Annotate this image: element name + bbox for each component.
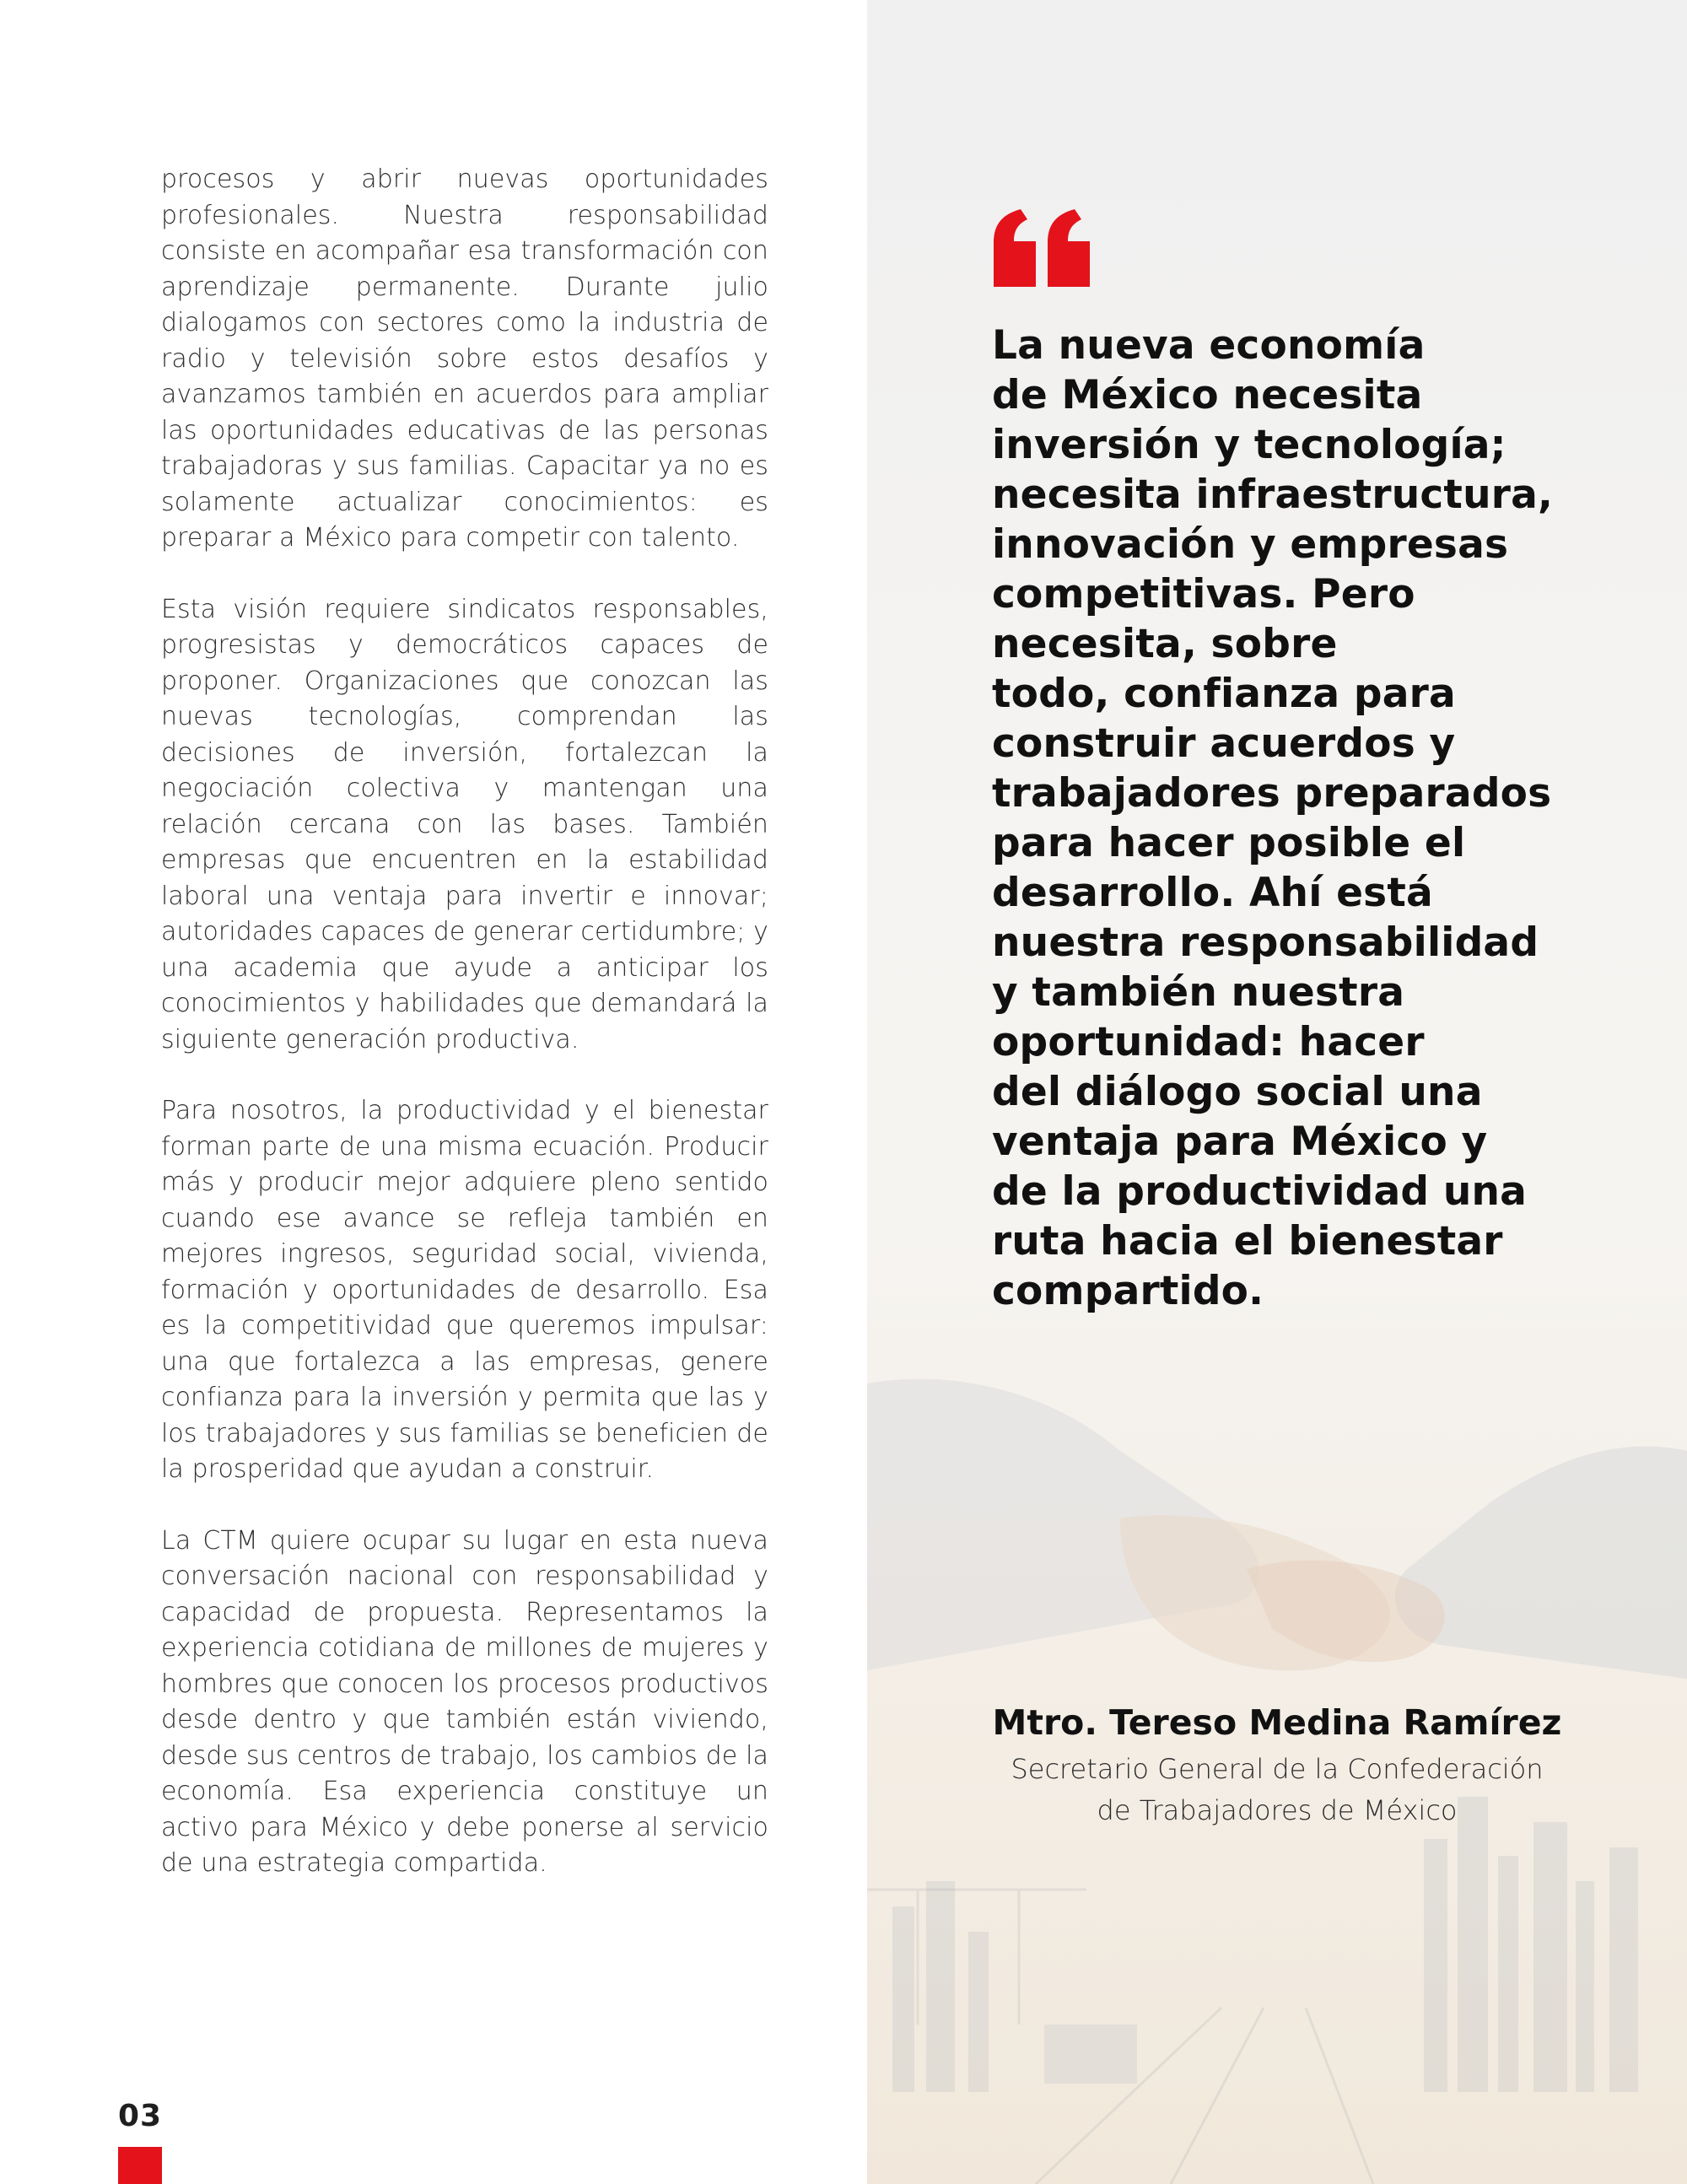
quote-line: inversión y tecnología; bbox=[992, 422, 1506, 468]
article-body bbox=[161, 162, 768, 1917]
quote-mark-icon bbox=[992, 209, 1093, 287]
quote-line: oportunidad: hacer bbox=[992, 1019, 1425, 1065]
author-title-line-2: de Trabajadores de México bbox=[1097, 1794, 1458, 1826]
quote-line: trabajadores preparados bbox=[992, 770, 1552, 817]
page-marker bbox=[118, 2147, 162, 2184]
quote-line: necesita, sobre bbox=[992, 621, 1338, 667]
page-number: 03 bbox=[118, 2099, 163, 2133]
pull-quote bbox=[992, 321, 1650, 1316]
quote-line: del diálogo social una bbox=[992, 1069, 1483, 1115]
quote-line: compartido. bbox=[992, 1268, 1264, 1314]
quote-line: necesita infraestructura, bbox=[992, 472, 1554, 518]
article-paragraph-2: Esta visión requiere sindicatos responsables, progresistas y democráticos capaces de proponer. Organizaciones que conozcan las nuevas tecnologías, comprendan las decisiones de inversión, fortalezcan la negociación colectiva y mantengan una relación cercana con las bases. También empresas que encuentren en la estabilidad laboral una ventaja para invertir e innovar; autoridades capaces de generar certidumbre; y una academia que ayude a anticipar los conocimientos y habilidades que demandará la siguiente generación productiva. bbox=[161, 594, 768, 1054]
quote-line: competitivas. Pero bbox=[992, 571, 1415, 617]
quote-line: para hacer posible el bbox=[992, 820, 1466, 866]
quote-line: de la productividad una bbox=[992, 1168, 1528, 1215]
quote-line: construir acuerdos y bbox=[992, 720, 1456, 767]
quote-line: y también nuestra bbox=[992, 969, 1405, 1016]
article-paragraph-4: La CTM quiere ocupar su lugar en esta nueva conversación nacional con responsabilidad y capacidad de propuesta. Representamos la experiencia cotidiana de millones de mujeres y hombres que conocen los procesos productivos desde dentro y que también están viviendo, desde sus centros de trabajo, los cambios de la economía. Esa experiencia constituye un activo para México y debe ponerse al servicio de una estrategia compartida. bbox=[161, 1525, 768, 1878]
article-paragraph-1: procesos y abrir nuevas oportunidades profesionales. Nuestra responsabilidad consiste en acompañar esa transformación con aprendizaje permanente. Durante julio dialogamos con sectores como la industria de radio y televisión sobre estos desafíos y avanzamos también en acuerdos para ampliar las oportunidades educativas de las personas trabajadoras y sus familias. Capacitar ya no es solamente actualizar conocimientos: es preparar a México para competir con talento. bbox=[161, 164, 768, 553]
quote-line: ventaja para México y bbox=[992, 1119, 1488, 1165]
quote-line: todo, confianza para bbox=[992, 671, 1456, 717]
quote-line: nuestra responsabilidad bbox=[992, 919, 1539, 966]
author-title-line-1: Secretario General de la Confederación bbox=[1011, 1753, 1544, 1785]
article-paragraph-3: Para nosotros, la productividad y el bienestar forman parte de una misma ecuación. Producir más y producir mejor adquiere pleno sentido cuando ese avance se refleja también en mejores ingresos, seguridad social, vivienda, formación y oportunidades de desarrollo. Esa es la competitividad que queremos impulsar: una que fortalezca a las empresas, genere confianza para la inversión y permita que las y los trabajadores y sus familias se beneficien de la prosperidad que ayudan a construir. bbox=[161, 1096, 768, 1484]
signature-block bbox=[918, 1700, 1636, 1831]
quote-line: innovación y empresas bbox=[992, 521, 1509, 568]
quote-line: desarrollo. Ahí está bbox=[992, 870, 1433, 916]
quote-line: ruta hacia el bienestar bbox=[992, 1218, 1503, 1265]
quote-line: de México necesita bbox=[992, 372, 1423, 418]
quote-line: La nueva economía bbox=[992, 322, 1426, 369]
quote-panel bbox=[867, 0, 1687, 2184]
author-name: Mtro. Tereso Medina Ramírez bbox=[992, 1702, 1562, 1743]
